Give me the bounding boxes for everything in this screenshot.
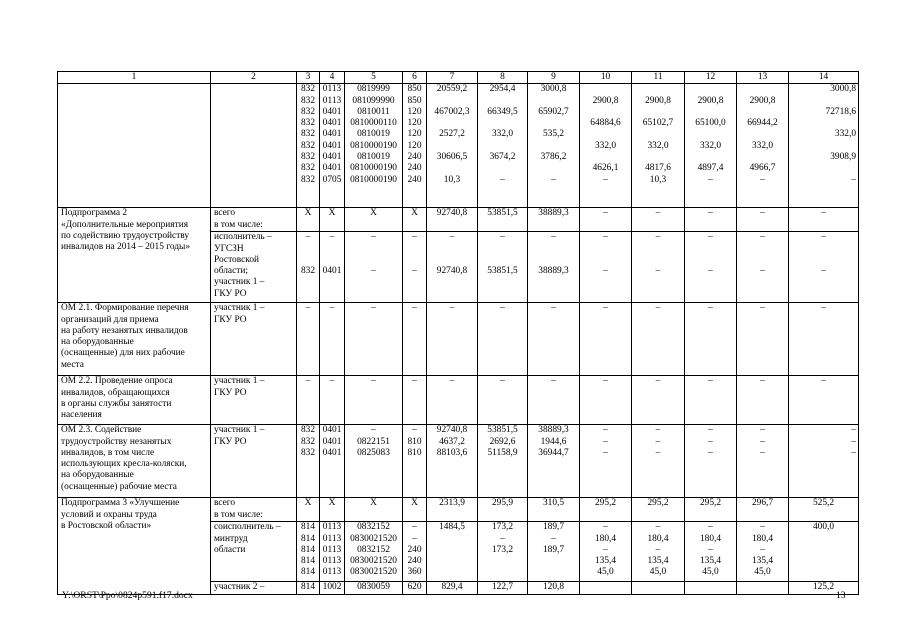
table-cell: – xyxy=(789,376,859,425)
table-cell xyxy=(632,582,685,594)
header-cell: 1 xyxy=(58,72,211,84)
table-cell: 92740,8 4637,2 88103,6 xyxy=(427,425,478,498)
table-cell: 0819999 081099990 0810011 0810000110 0810019 0810000190 0810019 0810000190 0810000190 xyxy=(345,84,403,208)
table-cell xyxy=(211,84,297,208)
table-cell: X xyxy=(403,498,427,522)
table-cell: – xyxy=(789,303,859,376)
table-cell: – 0401 xyxy=(320,232,345,303)
table-cell: 310,5 xyxy=(528,498,580,522)
budget-table xyxy=(57,71,859,595)
table-cell: – – xyxy=(685,232,737,303)
table-cell: 122,7 xyxy=(478,582,528,594)
table-cell: – xyxy=(737,376,789,425)
table-cell: – xyxy=(427,376,478,425)
table-cell: – – – xyxy=(789,425,859,498)
table-cell: – xyxy=(297,303,320,376)
table-cell: – xyxy=(320,303,345,376)
table-cell: – 0822151 0825083 xyxy=(345,425,403,498)
table-cell: участник 1 – ГКУ РО xyxy=(211,303,297,376)
header-cell: 11 xyxy=(632,72,685,84)
table-cell: 0113 0113 0113 0113 0113 xyxy=(320,522,345,582)
table-cell: участник 1 – ГКУ РО xyxy=(211,376,297,425)
table-cell: 525,2 xyxy=(789,498,859,522)
table-cell: всего в том числе: xyxy=(211,498,297,522)
table-cell: 0832152 0830021520 0832152 0830021520 0830021520 xyxy=(345,522,403,582)
table-cell: 814 814 814 814 814 xyxy=(297,522,320,582)
table-cell: – xyxy=(685,303,737,376)
table-cell: – xyxy=(685,376,737,425)
header-cell: 10 xyxy=(580,72,632,84)
table-cell: 2900,8 65100,0 332,0 4897,4 – xyxy=(685,84,737,208)
table-cell: – – xyxy=(632,232,685,303)
table-cell: – xyxy=(403,376,427,425)
table-cell: – 832 xyxy=(297,232,320,303)
table-cell: – xyxy=(737,303,789,376)
header-row xyxy=(58,72,859,84)
table-cell: 3000,8 72718,6 332,0 3908,9 – xyxy=(789,84,859,208)
table-cell: 2900,8 65102,7 332,0 4817,6 10,3 xyxy=(632,84,685,208)
table-cell: 0401 0401 0401 xyxy=(320,425,345,498)
table-cell: 814 xyxy=(297,582,320,594)
table-cell: – 180,4 – 135,4 45,0 xyxy=(737,522,789,582)
table-cell: 295,2 xyxy=(632,498,685,522)
table-cell: X xyxy=(403,208,427,232)
table-cell: X xyxy=(297,498,320,522)
program-name: Подпрограмма 3 «Улучшение условий и охраны труда в Ростовской области» xyxy=(58,498,211,594)
table-cell: X xyxy=(320,498,345,522)
table-cell: 1002 xyxy=(320,582,345,594)
table-cell: – xyxy=(789,208,859,232)
table-cell: X xyxy=(345,498,403,522)
table-cell: – xyxy=(685,208,737,232)
header-cell: 14 xyxy=(789,72,859,84)
table-cell: 832 832 832 832 832 832 832 832 832 xyxy=(297,84,320,208)
table-cell: 2313,9 xyxy=(427,498,478,522)
table-cell: – – – xyxy=(632,425,685,498)
table-cell: – xyxy=(580,376,632,425)
table-cell: 53851,5 xyxy=(478,208,528,232)
table-cell: 0113 0113 0401 0401 0401 0401 0401 0401 0705 xyxy=(320,84,345,208)
table-cell: 38889,3 xyxy=(528,208,580,232)
table-cell xyxy=(685,582,737,594)
table-row xyxy=(58,425,859,498)
table-cell: 295,2 xyxy=(685,498,737,522)
table-cell: – xyxy=(478,376,528,425)
table-cell: – – xyxy=(345,232,403,303)
table-cell: – – 240 240 360 xyxy=(403,522,427,582)
table-row xyxy=(58,84,859,208)
table-cell: – 180,4 – 135,4 45,0 xyxy=(685,522,737,582)
table-cell: – xyxy=(403,303,427,376)
table-row xyxy=(58,498,859,522)
table-cell: – xyxy=(427,303,478,376)
table-cell: 620 xyxy=(403,582,427,594)
table-cell: – xyxy=(632,303,685,376)
table-cell: 20559,2 467002,3 2527,2 30606,5 10,3 xyxy=(427,84,478,208)
table-cell xyxy=(580,582,632,594)
table-cell: всего в том числе: xyxy=(211,208,297,232)
table-cell: 189,7 – 189,7 xyxy=(528,522,580,582)
header-cell: 7 xyxy=(427,72,478,84)
table-cell: – 92740,8 xyxy=(427,232,478,303)
table-cell xyxy=(58,84,211,208)
table-cell: – xyxy=(478,303,528,376)
table-cell: X xyxy=(320,208,345,232)
table-cell: – xyxy=(320,376,345,425)
table-cell: – 38889,3 xyxy=(528,232,580,303)
table-cell: – 180,4 – 135,4 45,0 xyxy=(580,522,632,582)
table-cell: 125,2 xyxy=(789,582,859,594)
table-cell: – xyxy=(632,376,685,425)
table-cell: 3000,8 65902,7 535,2 3786,2 – xyxy=(528,84,580,208)
table-cell: участник 2 – xyxy=(211,582,297,594)
table-cell: 120,8 xyxy=(528,582,580,594)
header-cell: 4 xyxy=(320,72,345,84)
table-cell: участник 1 – ГКУ РО xyxy=(211,425,297,498)
table-cell: 92740,8 xyxy=(427,208,478,232)
table-cell: соисполнитель – минтруд области xyxy=(211,522,297,582)
table-cell: 850 850 120 120 120 120 240 240 240 xyxy=(403,84,427,208)
table-cell: – – xyxy=(403,232,427,303)
table-cell: 295,2 xyxy=(580,498,632,522)
table-cell: 53851,5 2692,6 51158,9 xyxy=(478,425,528,498)
table-cell: – xyxy=(580,208,632,232)
program-name: Подпрограмма 2 «Дополнительные мероприятия по содействию трудоустройству инвалидов на 2014 – 2015 годы» xyxy=(58,208,211,303)
table-cell: – – – xyxy=(737,425,789,498)
header-cell: 12 xyxy=(685,72,737,84)
table-cell: – xyxy=(345,303,403,376)
table-cell: – – xyxy=(737,232,789,303)
table-cell: 295,9 xyxy=(478,498,528,522)
page-number: 13 xyxy=(836,590,846,601)
table-cell: – – xyxy=(789,232,859,303)
table-cell: 2954,4 66349,5 332,0 3674,2 – xyxy=(478,84,528,208)
header-cell: 3 xyxy=(297,72,320,84)
table-row xyxy=(58,208,859,232)
table-cell: 2900,8 64884,6 332,0 4626,1 – xyxy=(580,84,632,208)
table-cell: 2900,8 66944,2 332,0 4966,7 – xyxy=(737,84,789,208)
table-cell: 38889,3 1944,6 36944,7 xyxy=(528,425,580,498)
header-cell: 2 xyxy=(211,72,297,84)
table-cell: – xyxy=(737,208,789,232)
table-cell: 1484,5 xyxy=(427,522,478,582)
table-cell: – 180,4 – 135,4 45,0 xyxy=(632,522,685,582)
table-cell: 173,2 – 173,2 xyxy=(478,522,528,582)
table-cell: – xyxy=(528,376,580,425)
table-cell: 829,4 xyxy=(427,582,478,594)
table-cell: – 810 810 xyxy=(403,425,427,498)
measure-name: ОМ 2.1. Формирование перечня организаций для приема на работу незанятых инвалидов на оборудованные (оснащенные) для них рабочие места xyxy=(58,303,211,376)
table-cell: 296,7 xyxy=(737,498,789,522)
table-cell: – xyxy=(345,376,403,425)
table-cell: – xyxy=(297,376,320,425)
table-cell: – xyxy=(528,303,580,376)
table-row xyxy=(58,303,859,376)
table-cell: X xyxy=(297,208,320,232)
table-cell xyxy=(737,582,789,594)
table-row xyxy=(58,376,859,425)
table-cell: 0830059 xyxy=(345,582,403,594)
measure-name: ОМ 2.3. Содействие трудоустройству незанятых инвалидов, в том числе использующих кресла-коляски, на оборудованные (оснащенные) рабочие места xyxy=(58,425,211,498)
header-cell: 5 xyxy=(345,72,403,84)
table-cell: 400,0 xyxy=(789,522,859,582)
measure-name: ОМ 2.2. Проведение опроса инвалидов, обращающихся в органы службы занятости населения xyxy=(58,376,211,425)
table-cell: – xyxy=(632,208,685,232)
table-cell: X xyxy=(345,208,403,232)
table-cell: исполнитель – УГСЗН Ростовской области; участник 1 – ГКУ РО xyxy=(211,232,297,303)
file-path: Y:\ORST\Ppo\0824p591.f17.docx xyxy=(62,590,193,601)
header-cell: 6 xyxy=(403,72,427,84)
header-cell: 13 xyxy=(737,72,789,84)
table-cell: – xyxy=(580,303,632,376)
table-cell: – – xyxy=(580,232,632,303)
table-cell: – 53851,5 xyxy=(478,232,528,303)
table-cell: – – – xyxy=(685,425,737,498)
table-cell: – – – xyxy=(580,425,632,498)
table-cell: 832 832 832 xyxy=(297,425,320,498)
header-cell: 9 xyxy=(528,72,580,84)
header-cell: 8 xyxy=(478,72,528,84)
